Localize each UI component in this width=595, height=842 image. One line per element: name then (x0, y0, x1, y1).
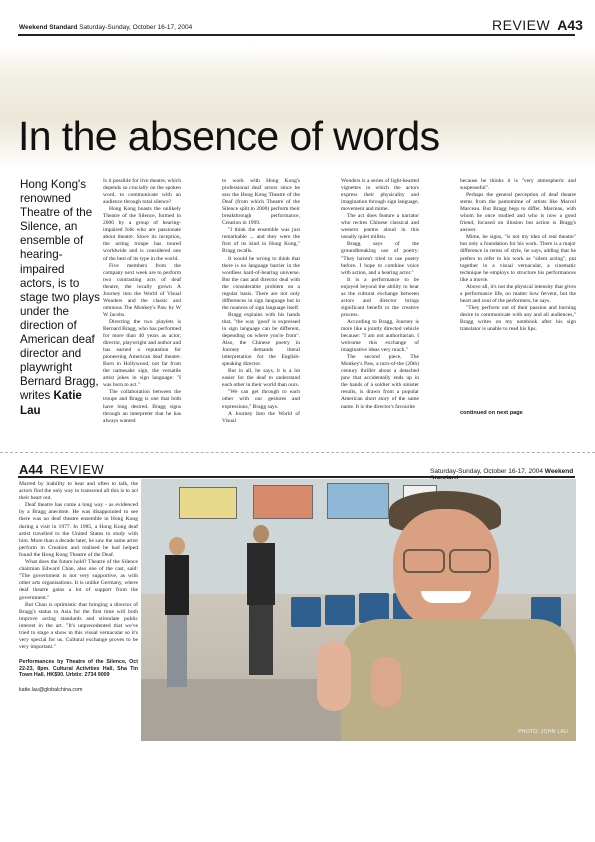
body-paragraph: A Journey Into the World of Visual (222, 410, 300, 424)
body-column-3 (341, 178, 419, 410)
section-label-bottom: REVIEW (49, 462, 105, 477)
continued-link: continued on next page (460, 410, 523, 416)
top-rule (18, 34, 575, 36)
section-header-top (492, 17, 583, 35)
body-paragraph: It would be wrong to think that there is no language barrier in the wordless hard-of-hearing universe. But the cast and director deal with the considerable problem on a regular basis. There are not only differences in sign language but in the nuances of sign language itself. (222, 255, 300, 311)
article-photo (141, 479, 576, 741)
page-number-bottom: A44 (19, 462, 43, 477)
body-paragraph: According to Bragg, Journey is more like a jointly directed vehicle because: "I am not authoritarian. I welcome this exchange of imaginative ideas very much." (341, 318, 419, 354)
bottom-paragraph: Deaf theatre has come a long way - as evidenced by a Bragg anecdote. He was disappointed to see there was no deaf theatre ensemble in Hong Kong during a visit in 1977. In 1985, a Hong Kong deaf artist travelled to the United States to study with him. More than a decade later, he saw the same artist perform in Creation and realised he had helped found the Hong Kong Theatre of the Deaf. (19, 502, 138, 558)
masthead-top (19, 24, 192, 31)
issue-date-bottom: Saturday-Sunday, October 16-17, 2004 (430, 468, 543, 475)
body-paragraph: Bragg explains with his hands that, "the way 'good' is expressed in sign language can be different, depending on where you're from". Also, the Chinese poetry in Journey demands literal interpretation for the English-speaking director. (222, 311, 300, 368)
photo-figure-left (163, 537, 191, 687)
issue-date: Saturday-Sunday, October 16-17, 2004 (79, 24, 193, 31)
bottom-paragraph: What does the future hold? Theatre of the Silence chairman Edward Chan, also one of the cast, said: "The government is not very supportive, as with other arts organisations. It is unlike Germany, where deaf theatre gains a lot of support from the government." (19, 559, 138, 601)
body-paragraph: Perhaps the general perception of deaf theatre stems from the pantomime of artists like Marcel Marceau. But Bragg begs to differ. Marceau, with whom he once studied and who is now a good friend, focused on illusion but action is Bragg's answer. (460, 192, 576, 234)
body-paragraph: But in all, he says, it is a lot easier for the deaf to understand each other in their world than ours. (222, 368, 300, 389)
paper-name: Weekend Standard (19, 24, 78, 31)
body-paragraph: Is it possible for live theatre, which depends so crucially on the spoken word, to communicate with an audience through total silence? (103, 178, 181, 206)
photo-poster-2 (253, 485, 313, 519)
section-label: REVIEW (492, 17, 551, 33)
bottom-paragraph: But Chan is optimistic that bringing a director of Bragg's status to Asia for the first time will both improve acting standards and stimulate public interest in the art. "It's unprecedented that we've tried to stage a show in this visual vernacular so it's very special for us. Cultural exchange proves to be very important." (19, 601, 138, 651)
body-paragraph: The act does feature a narrator who recites Chinese classical and western poems aloud in this usually quiet milieu. (341, 213, 419, 241)
body-column-2 (222, 178, 300, 424)
bottom-paragraphs (19, 481, 138, 651)
photo-credit: PHOTO: JOHN LAU (518, 729, 568, 735)
body-paragraph: Mime, he signs, "is not my idea of real theatre" but only a foundation for his work. There is a major difference in terms of style, he says, adding that he prefers to refer to his work as "silent acting", put together in a visual vernacular, a cinematic technique he employs to structure his performances like a movie. (460, 234, 576, 283)
photo-figure-middle (244, 525, 278, 675)
body-paragraph: "We can get through to each other with our gestures and expressions," Bragg says. (222, 389, 300, 410)
paper-name-bottom: Weekend (544, 468, 574, 475)
body-column-1 (103, 178, 181, 424)
performance-info: Performances by Theatre of the Silence, Oct 22-23, 8pm. Cultural Activities Hall, Sha Tin Town Hall. HK$90. Urbtix: 2734 9009 (19, 659, 138, 679)
body-paragraph: Bragg says of the groundbreaking use of poetry: "They haven't tried to use poetry before. I hope to combine voice with action, and a hearing actor." (341, 241, 419, 276)
page-divider (0, 452, 595, 453)
bottom-column (19, 481, 138, 694)
article-deck (20, 178, 100, 418)
body-paragraph: "I think the ensemble was just remarkable ... and they were the first of its kind in Hong Kong," Bragg recalls. (222, 227, 300, 255)
continued-note[interactable] (460, 410, 523, 416)
body-paragraph: The collaboration between the troupe and Bragg is one that both have long desired. Bragg signs through an interpreter that he has always wanted (103, 389, 181, 424)
body-paragraph: Above all, it's not the physical intensity that gives a performance life, no matter how fervent, but the heart and soul of the performers, he says. (460, 283, 576, 304)
body-paragraph: Five members from the company next week are to perform two contrasting acts of deaf theatre, the locally grown A Journey into the World of Visual Wonders and the classic and ominous The Monkey's Paw by W W Jacobs. (103, 262, 181, 318)
body-paragraph: Hong Kong boasts the unlikely Theatre of the Silence, formed in 2000 by a group of hearing-impaired folk who are passionate about theatre. Since its inception, the acting troupe has toured worldwide and is considered one of the best of its type in the world. (103, 206, 181, 262)
bottom-paragraph: Marred by inability to hear and often to talk, the actors find the only way to transcend all this is to act their heart out. (19, 481, 138, 502)
byline: Katie Lau (20, 389, 82, 417)
deck-text: Hong Kong's renowned Theatre of the Silence, an ensemble of hearing-impaired actors, is to stage two plays under the direction of American deaf director and playwright Bernard Bragg, writes (20, 178, 100, 403)
page-number: A43 (557, 17, 583, 33)
body-paragraph: "They perform out of their passion and burning desire to communicate with any and all audiences," Bragg writes on my notebook after his sign translator is unable to read his lips. (460, 304, 576, 332)
body-paragraph: The second piece, The Monkey's Paw, a turn-of-the (20th) century thriller about a detached paw that accidentally ends up in the hands of a soldier with sinister results, is drawn from a popular American short story of the same name. It is the director's favourite (341, 354, 419, 410)
body-paragraph: Wonders is a series of light-hearted vignettes in which the actors express their physicality and imagination through sign language, movement and mime. (341, 178, 419, 213)
body-paragraph: to work with Hong Kong's professional deaf actors since he saw the Hong Kong Theatre of the Deaf (from which Theatre of the Silence split in 2000) perform their breakthrough performance, Creation in 1999. (222, 178, 300, 227)
body-paragraph: because he thinks it is "very atmospheric and suspenseful". (460, 178, 576, 192)
headline: In the absence of words (18, 113, 440, 159)
photo-subject (311, 491, 576, 741)
body-paragraph: It is a performance to be enjoyed beyond the ability to hear as the cultural exchange between actors and director brings significant benefit to the creative process. (341, 276, 419, 318)
body-paragraph: Directing the two playlets is Bernard Bragg, who has performed for more than 40 years as actor, director, playwright and author and has earned a reputation for pioneering American deaf theatre. Born in Hollywood, not far from the namesake sign, the versatile artist jokes in sign language: "I was born to act." (103, 318, 181, 389)
bottom-rule (18, 476, 575, 478)
author-email[interactable]: katie.lau@globalchina.com (19, 687, 83, 694)
body-column-4 (460, 178, 576, 410)
photo-poster-1 (179, 487, 237, 519)
